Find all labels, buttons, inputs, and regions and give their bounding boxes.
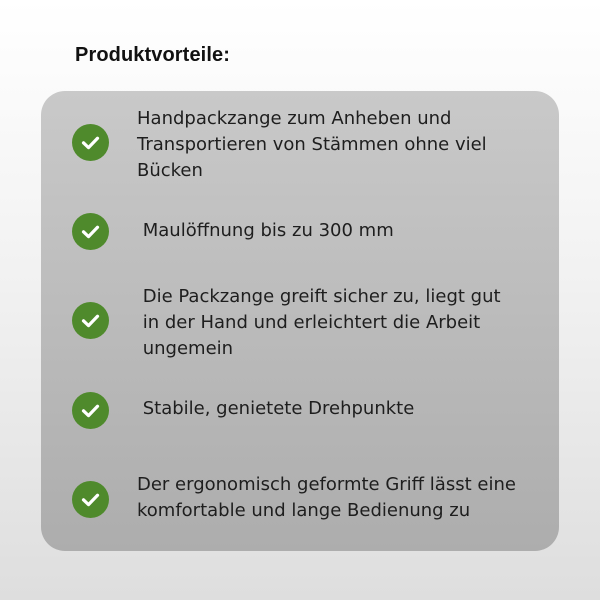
feature-line: Stabile, genietete Drehpunkte <box>137 398 415 419</box>
feature-line: Bücken <box>137 160 203 181</box>
check-circle-icon <box>72 481 109 518</box>
features-panel <box>41 91 559 551</box>
feature-line: komfortable und lange Bedienung zu <box>137 500 471 521</box>
check-circle-icon <box>72 302 109 339</box>
feature-text <box>137 472 537 524</box>
feature-line: in der Hand und erleichtert die Arbeit <box>137 312 481 333</box>
feature-line: Die Packzange greift sicher zu, liegt gut <box>137 286 501 307</box>
feature-text <box>137 284 537 362</box>
feature-text <box>137 106 537 184</box>
check-circle-icon <box>72 213 109 250</box>
section-heading: Produktvorteile: <box>75 44 230 66</box>
check-circle-icon <box>72 392 109 429</box>
feature-text <box>137 218 537 244</box>
check-circle-icon <box>72 124 109 161</box>
feature-line: Der ergonomisch geformte Griff lässt eine <box>137 474 516 495</box>
feature-line: Transportieren von Stämmen ohne viel <box>137 134 487 155</box>
feature-line: Maulöffnung bis zu 300 mm <box>137 220 394 241</box>
feature-line: Handpackzange zum Anheben und <box>137 108 452 129</box>
feature-text <box>137 396 537 422</box>
feature-line: ungemein <box>137 338 234 359</box>
